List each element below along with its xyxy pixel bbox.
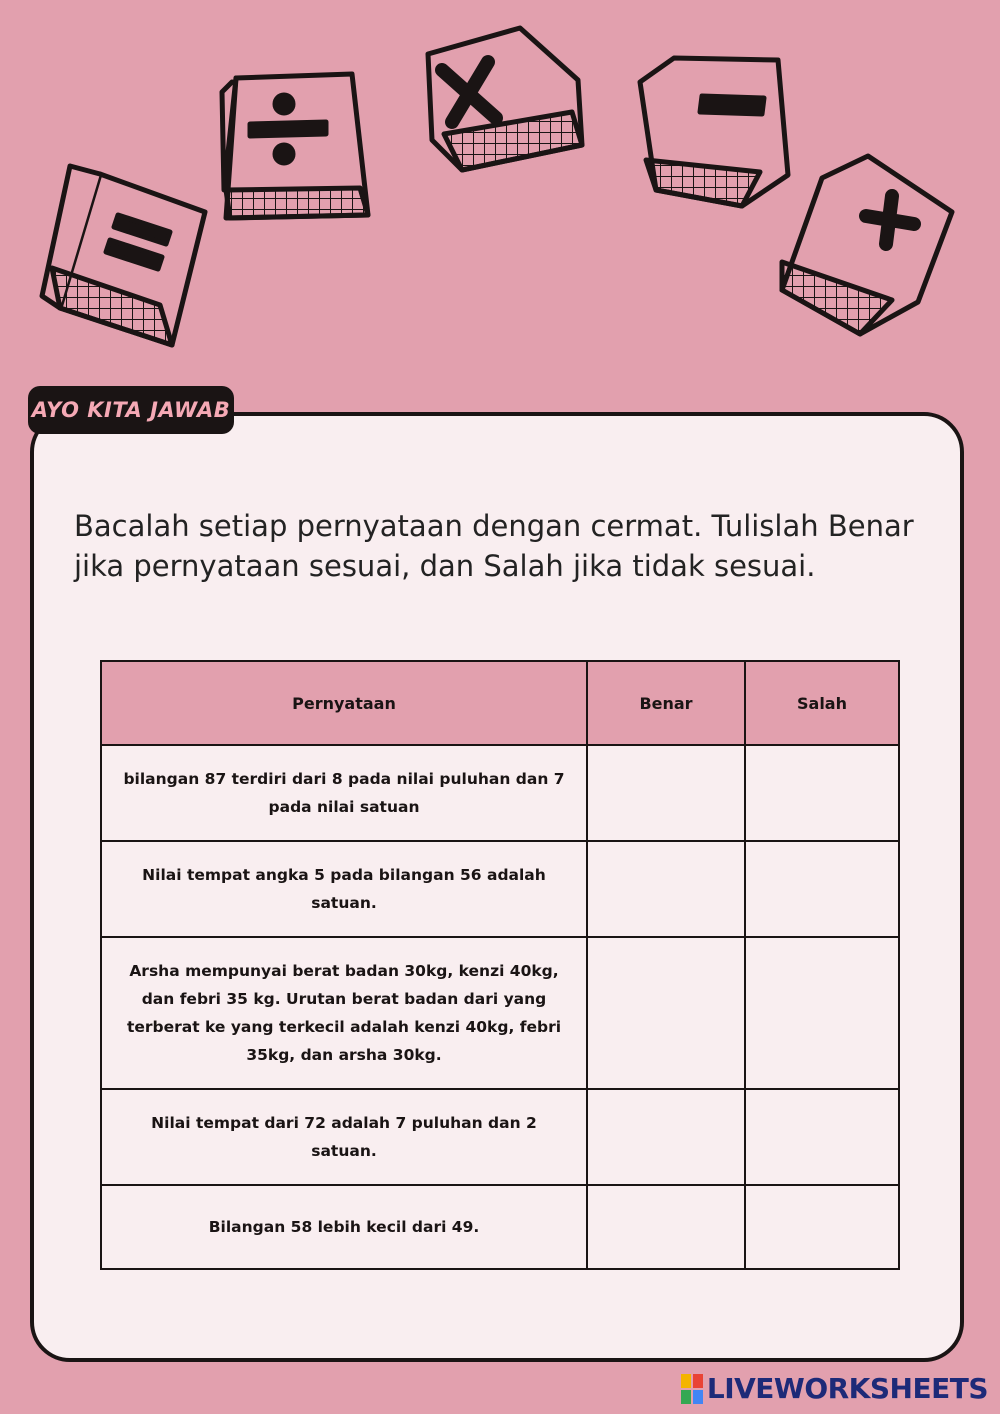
answer-true-cell[interactable] bbox=[587, 1089, 745, 1185]
table-row bbox=[101, 1089, 899, 1185]
table-row bbox=[101, 841, 899, 937]
answer-true-cell[interactable] bbox=[587, 937, 745, 1089]
section-tag: AYO KITA JAWAB bbox=[28, 386, 234, 434]
answer-false-cell[interactable] bbox=[745, 937, 899, 1089]
table-row bbox=[101, 1185, 899, 1269]
answer-false-cell[interactable] bbox=[745, 745, 899, 841]
statement-cell: bilangan 87 terdiri dari 8 pada nilai puluhan dan 7 pada nilai satuan bbox=[101, 745, 587, 841]
answer-true-cell[interactable] bbox=[587, 841, 745, 937]
table-row bbox=[101, 745, 899, 841]
statement-cell: Nilai tempat angka 5 pada bilangan 56 adalah satuan. bbox=[101, 841, 587, 937]
answer-false-cell[interactable] bbox=[745, 1089, 899, 1185]
statement-cell: Nilai tempat dari 72 adalah 7 puluhan dan 2 satuan. bbox=[101, 1089, 587, 1185]
liveworksheets-logo bbox=[681, 1372, 988, 1405]
table-row bbox=[101, 937, 899, 1089]
answer-false-cell[interactable] bbox=[745, 1185, 899, 1269]
divide-die-icon bbox=[222, 74, 368, 218]
live-blocks-icon bbox=[681, 1374, 703, 1404]
multiply-die-icon bbox=[428, 28, 582, 170]
instruction-text: Bacalah setiap pernyataan dengan cermat. Tulislah Benar jika pernyataan sesuai, dan Salah jika tidak sesuai. bbox=[74, 509, 914, 583]
equals-die-icon bbox=[42, 166, 205, 345]
header-statement: Pernyataan bbox=[101, 661, 587, 745]
answer-true-cell[interactable] bbox=[587, 745, 745, 841]
brand-name: LIVEWORKSHEETS bbox=[706, 1372, 988, 1405]
worksheet-card bbox=[30, 412, 964, 1362]
statement-cell: Arsha mempunyai berat badan 30kg, kenzi 40kg, dan febri 35 kg. Urutan berat badan dari yang terberat ke yang terkecil adalah kenzi 40kg, febri 35kg, dan arsha 30kg. bbox=[101, 937, 587, 1089]
statement-cell: Bilangan 58 lebih kecil dari 49. bbox=[101, 1185, 587, 1269]
header-false: Salah bbox=[745, 661, 899, 745]
minus-die-icon bbox=[640, 58, 788, 206]
math-dice-illustration bbox=[0, 0, 1000, 370]
table-header-row bbox=[101, 661, 899, 745]
plus-die-icon bbox=[782, 156, 952, 334]
answer-true-cell[interactable] bbox=[587, 1185, 745, 1269]
header-true: Benar bbox=[587, 661, 745, 745]
statement-table bbox=[100, 660, 900, 1270]
answer-false-cell[interactable] bbox=[745, 841, 899, 937]
